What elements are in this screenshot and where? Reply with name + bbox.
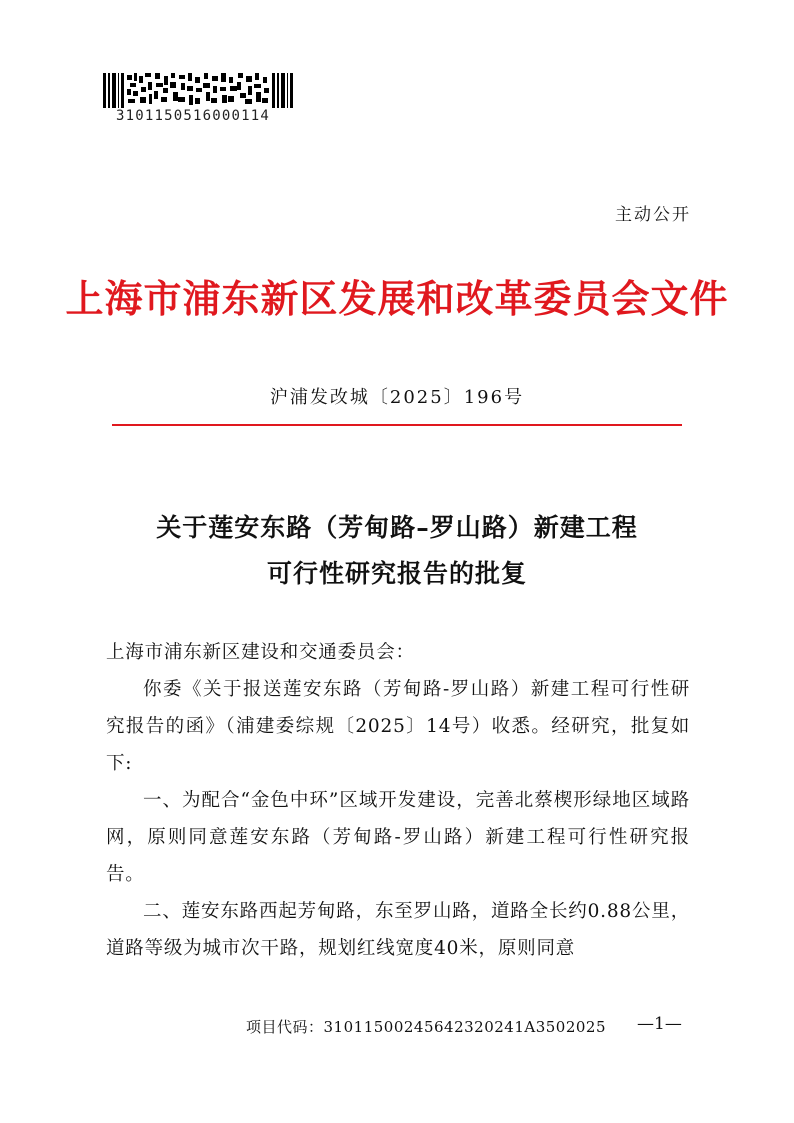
body-paragraph-2: 一、为配合“金色中环”区域开发建设，完善北蔡楔形绿地区域路网，原则同意莲安东路（芳甸路-罗山路）新建工程可行性研究报告。 — [106, 790, 690, 885]
page-number: —1— — [637, 1014, 682, 1034]
document-number: 沪浦发改城〔2025〕196号 — [269, 387, 525, 408]
project-code: 31011500245642320241A3502025 — [323, 1018, 607, 1036]
body-paragraph-3: 二、莲安东路西起芳甸路，东至罗山路，道路全长约0.88公里，道路等级为城市次干路，规划红线宽度40米，原则同意 — [106, 901, 690, 959]
document-title — [0, 505, 794, 597]
body-paragraph-1: 你委《关于报送莲安东路（芳甸路-罗山路）新建工程可行性研究报告的函》（浦建委综规〔2025〕14号）收悉。经研究，批复如下: — [106, 679, 690, 774]
project-code-label: 项目代码： — [246, 1018, 324, 1036]
document-barcode — [103, 73, 293, 108]
title-line-2: 可行性研究报告的批复 — [266, 559, 527, 588]
barcode-number: 3101150516000114 — [116, 108, 271, 124]
document-body — [106, 634, 690, 967]
title-line-1: 关于莲安东路（芳甸路–罗山路）新建工程 — [156, 513, 638, 542]
disclosure-label: 主动公开 — [615, 205, 691, 225]
issuer-heading: 上海市浦东新区发展和改革委员会文件 — [65, 276, 729, 321]
red-divider — [112, 424, 682, 426]
project-code-line — [246, 1016, 606, 1037]
addressee: 上海市浦东新区建设和交通委员会： — [106, 642, 415, 663]
